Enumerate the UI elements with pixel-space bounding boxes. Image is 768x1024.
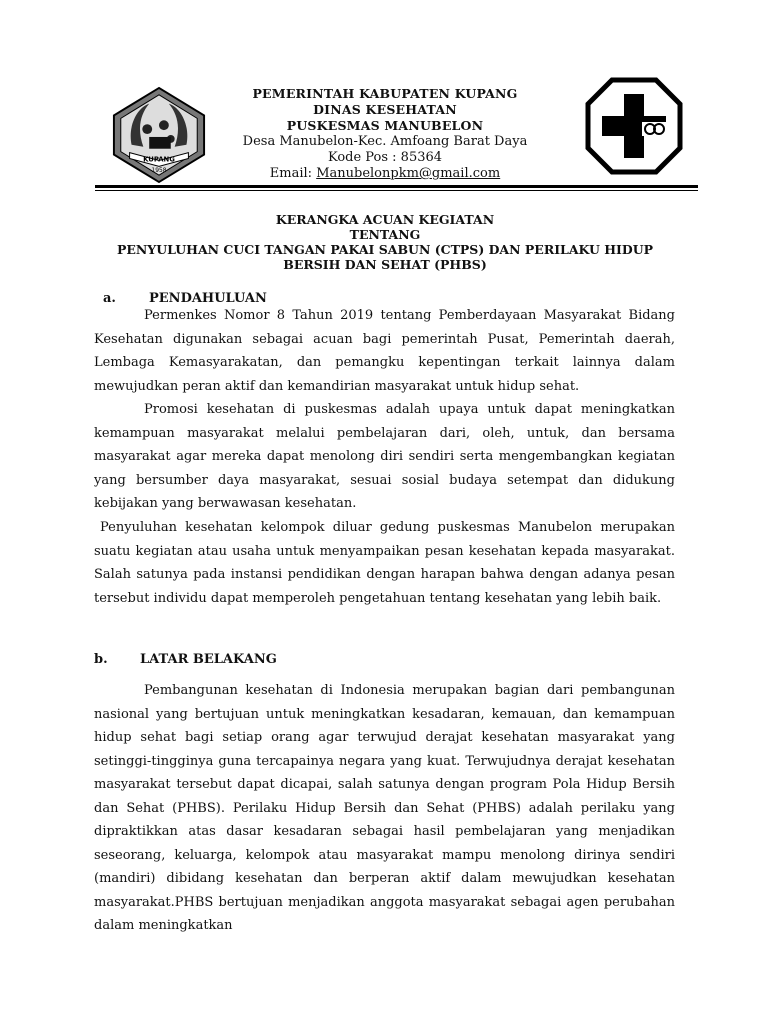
letterhead-department: DINAS KESEHATAN <box>313 102 457 117</box>
title-line-2: TENTANG <box>349 227 421 242</box>
section-b-heading <box>94 652 277 667</box>
document-title <box>95 212 675 272</box>
section-b-paragraph-1: Pembangunan kesehatan di Indonesia merupakan bagian dari pembangunan nasional yang bertujuan untuk meningkatkan kesadaran, kemauan, dan kemampuan hidup sehat bagi setiap orang agar terwujud derajat kesehatan masyarakat yang setinggi-tingginya guna tercapainya negara yang kuat. Terwujudnya derajat kesehatan masyarakat tersebut dapat dicapai, salah satunya dengan program Pola Hidup Bersih dan Sehat (PHBS). Perilaku Hidup Bersih dan Sehat (PHBS) adalah perilaku yang dipraktikkan atas dasar kesadaran sebagai hasil pembelajaran yang menjadikan seseorang, keluarga, kelompok atau masyarakat mampu menolong dirinya sendiri (mandiri) dibidang kesehatan dan berperan aktif dalam mewujudkan kesehatan masyarakat.PHBS bertujuan menjadikan anggota masyarakat sebagai agen perubahan dalam meningkatkan <box>94 683 675 933</box>
section-a-paragraph-3: Penyuluhan kesehatan kelompok diluar gedung puskesmas Manubelon merupakan suatu kegiatan atau usaha untuk menyampaikan pesan kesehatan kepada masyarakat. Salah satunya pada instansi pendidikan dengan harapan bahwa dengan adanya pesan tersebut individu dapat memperoleh pengetahuan tentang kesehatan yang lebih baik. <box>94 520 675 606</box>
letterhead-address: Desa Manubelon-Kec. Amfoang Barat Daya <box>242 134 528 149</box>
section-a-title: PENDAHULUAN <box>149 291 267 306</box>
letterhead-divider-thick <box>95 185 698 188</box>
section-b-number: b. <box>94 652 108 667</box>
letterhead-puskesmas: PUSKESMAS MANUBELON <box>286 118 484 133</box>
email-label: Email: <box>269 166 317 181</box>
title-line-1: KERANGKA ACUAN KEGIATAN <box>275 212 495 227</box>
section-b-title: LATAR BELAKANG <box>140 652 277 667</box>
letterhead-email <box>210 166 560 182</box>
letterhead-government: PEMERINTAH KABUPATEN KUPANG <box>252 86 518 101</box>
letterhead <box>0 0 768 192</box>
title-line-4: BERSIH DAN SEHAT (PHBS) <box>283 257 487 272</box>
section-a-number: a. <box>103 291 116 306</box>
seal-year: 1958 <box>151 168 167 175</box>
email-link[interactable]: Manubelonpkm@gmail.com <box>316 166 501 181</box>
title-line-3: PENYULUHAN CUCI TANGAN PAKAI SABUN (CTPS) DAN PERILAKU HIDUP <box>116 242 654 257</box>
letterhead-postal-code: Kode Pos : 85364 <box>327 150 443 165</box>
letterhead-divider-thin <box>95 190 698 191</box>
seal-text: KUPANG <box>143 155 175 164</box>
section-a-paragraph-1: Permenkes Nomor 8 Tahun 2019 tentang Pemberdayaan Masyarakat Bidang Kesehatan digunakan sebagai acuan bagi pemerintah Pusat, Pemerintah daerah, Lembaga Kemasyarakatan, dan pemangku kepentingan terkait lainnya dalam mewujudkan peran aktif dan kemandirian masyarakat untuk hidup sehat. <box>94 308 675 394</box>
section-a-paragraph-2: Promosi kesehatan di puskesmas adalah upaya untuk dapat meningkatkan kemampuan masyarakat melalui pembelajaran dari, oleh, untuk, dan bersama masyarakat agar mereka dapat menolong diri sendiri serta mengembangkan kegiatan yang bersumber daya masyarakat, sesuai sosial budaya setempat dan didukung kebijakan yang berwawasan kesehatan. <box>94 402 675 511</box>
puskesmas-logo-icon <box>584 76 684 176</box>
kupang-regency-seal-icon <box>110 86 208 184</box>
letterhead-text <box>210 86 560 182</box>
